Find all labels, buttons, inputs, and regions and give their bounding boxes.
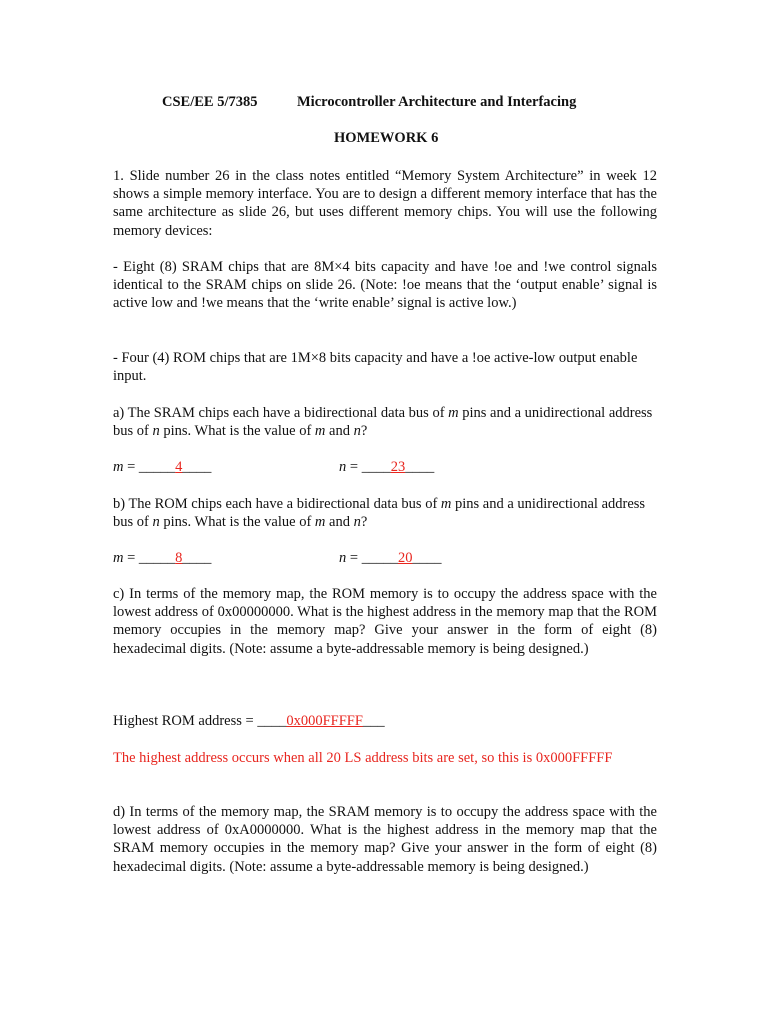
part-b-n-answer: 20 (397, 550, 413, 566)
part-a-var-n-2: n (353, 423, 361, 440)
part-a-m-answer: 4 (175, 459, 183, 475)
course-code: CSE/EE 5/7385 (162, 94, 258, 110)
part-b-m-answer-line (113, 549, 211, 567)
part-a-m-label: m (113, 459, 124, 475)
part-b-n-blank-post: ____ (412, 550, 442, 566)
part-c-answer-line (113, 712, 385, 730)
part-b-m-eq: = (123, 550, 139, 566)
part-d-question: d) In terms of the memory map, the SRAM memory is to occupy the address space with the lowest address of 0xA0000000. What is the highest address in the memory map that the SRAM memory occupies in the memory map? Give your answer in the form of eight (8) hexadecimal digits. (Note: assume a byte-addressable memory is being designed.) (113, 804, 657, 875)
part-a-var-n: n (152, 423, 160, 440)
part-a-n-blank-pre: ____ (361, 459, 391, 475)
part-b-var-n: n (152, 514, 160, 531)
part-a-n-label: n (339, 459, 347, 475)
homework-title: HOMEWORK 6 (334, 130, 439, 146)
part-b-m-blank-pre: _____ (138, 550, 176, 566)
part-b-text-2: pins and a unidirectional address bus of (113, 496, 646, 531)
part-a-n-blank-post: ____ (405, 459, 435, 475)
part-b-n-label: n (339, 550, 347, 566)
part-a-text-4: and (325, 423, 354, 440)
part-b-var-n-2: n (353, 514, 361, 531)
part-b-var-m-2: m (314, 514, 326, 531)
course-title: Microcontroller Architecture and Interfacing (297, 94, 577, 110)
part-b-n-answer-line (339, 549, 441, 567)
part-b-text-4: and (325, 514, 354, 531)
part-c-blank-pre: ____ (257, 713, 287, 729)
part-b-text-1: b) The ROM chips each have a bidirectional data bus of (113, 496, 441, 512)
part-a-var-m: m (448, 405, 459, 421)
sram-device-description: - Eight (8) SRAM chips that are 8M×4 bits capacity and have !oe and !we control signals identical to the SRAM chips on slide 26. (Note: !oe means that the ‘output enable’ signal is active low and !we means that the ‘write enable’ signal is active low.) (113, 259, 657, 312)
part-b-text-5: ? (360, 514, 368, 531)
part-c-answer-label: Highest ROM address = (113, 713, 258, 729)
part-b-n-blank-pre: _____ (361, 550, 398, 566)
part-a-m-eq: = (123, 459, 139, 475)
problem1-intro: 1. Slide number 26 in the class notes entitled “Memory System Architecture” in week 12 shows a simple memory interface. You are to design a different memory interface that has the same architecture as slide 26, but uses different memory chips. You will use the following memory devices: (113, 168, 657, 239)
part-a-n-answer-line (339, 458, 434, 476)
part-a-m-answer-line (113, 458, 211, 476)
part-b-n-eq: = (346, 550, 362, 566)
part-b-m-answer: 8 (175, 550, 183, 566)
part-a-m-blank-pre: _____ (138, 459, 176, 475)
part-a-text-1: a) The SRAM chips each have a bidirectional data bus of (113, 405, 449, 421)
part-a-n-answer: 23 (390, 459, 406, 475)
part-b-m-blank-post: ____ (182, 550, 212, 566)
part-c-blank-post: ___ (362, 713, 385, 729)
part-b-var-m: m (440, 496, 452, 512)
part-c-explanation: The highest address occurs when all 20 LS address bits are set, so this is 0x000FFFFF (113, 750, 613, 766)
part-a-text-5: ? (360, 423, 368, 440)
part-a-text-2: pins and a unidirectional address bus of (113, 405, 653, 440)
part-a-m-blank-post: ____ (182, 459, 212, 475)
part-b-m-label: m (113, 550, 124, 566)
part-b-question (113, 495, 657, 531)
part-a-text-3: pins. What is the value of (159, 423, 315, 440)
part-a-question (113, 404, 657, 440)
part-a-var-m-2: m (314, 423, 326, 440)
part-b-text-3: pins. What is the value of (159, 514, 315, 531)
rom-device-description: - Four (4) ROM chips that are 1M×8 bits capacity and have a !oe active-low output enable input. (113, 350, 638, 385)
part-c-question: c) In terms of the memory map, the ROM memory is to occupy the address space with the lowest address of 0x00000000. What is the highest address in the memory map that the ROM memory occupies in the memory map? Give your answer in the form of eight (8) hexadecimal digits. (Note: assume a byte-addressable memory is being designed.) (113, 586, 657, 657)
part-c-answer: 0x000FFFFF (286, 713, 363, 729)
part-a-n-eq: = (346, 459, 362, 475)
